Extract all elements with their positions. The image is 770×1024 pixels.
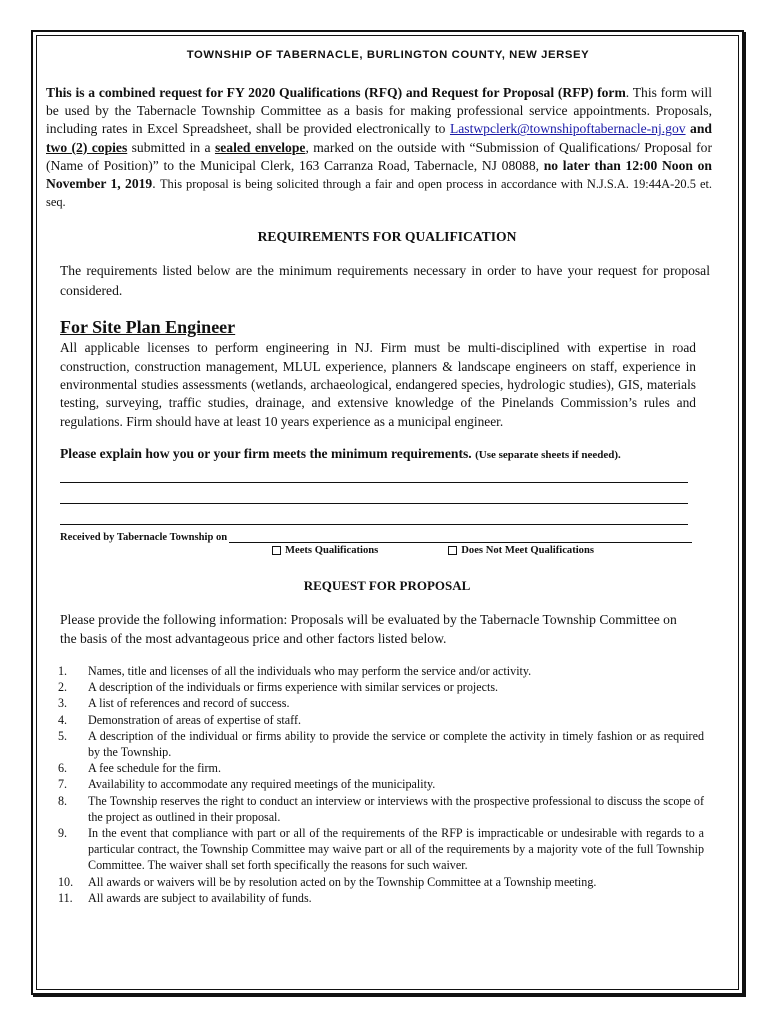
list-item-text: A description of the individuals or firms experience with similar services or projects. <box>88 680 499 695</box>
rfp-text: Please provide the following information: Proposals will be evaluated by the Tabernacle Township Committee on the basis of the most advantageous price and other factors listed below. <box>60 611 677 646</box>
explain-prompt <box>60 446 712 462</box>
list-item-number: 7. <box>58 777 68 792</box>
qualification-checks <box>272 545 712 556</box>
list-item-number: 1. <box>58 663 68 678</box>
document-header: TOWNSHIP OF TABERNACLE, BURLINGTON COUNTY, NEW JERSEY <box>186 49 590 61</box>
list-item-number: 8. <box>58 793 68 808</box>
requirements-text: The requirements listed below are the minimum requirements necessary in order to have your request for proposal considered. <box>60 263 710 298</box>
list-item <box>58 712 704 728</box>
list-item-text: A fee schedule for the firm. <box>88 761 221 776</box>
received-row <box>60 531 692 543</box>
list-item <box>58 728 704 760</box>
does-not-meet-checkbox[interactable] <box>448 546 457 555</box>
intro-text-2: submitted in a <box>127 139 215 155</box>
list-item-text: A list of references and record of success. <box>88 696 290 711</box>
explain-prompt-text: Please explain how you or your firm meets the minimum requirements. <box>60 445 472 461</box>
list-item-text: Names, title and licenses of all the individuals who may perform the service and/or activity. <box>88 663 532 678</box>
intro-sealed-envelope: sealed envelope <box>214 139 306 155</box>
list-item-number: 3. <box>58 696 68 711</box>
meets-qualifications-label: Meets Qualifications <box>285 544 379 556</box>
does-not-meet-label: Does Not Meet Qualifications <box>461 544 594 556</box>
meets-qualifications-checkbox[interactable] <box>272 546 281 555</box>
list-item-number: 9. <box>58 825 68 840</box>
list-item-number: 5. <box>58 728 68 743</box>
list-item <box>58 695 704 711</box>
list-item <box>58 663 704 679</box>
document-content <box>46 49 712 906</box>
intro-and: and <box>685 121 712 137</box>
list-item-text: A description of the individual or firms ability to provide the service or complete the activity in timely fashion or as required by the Township. <box>88 728 704 759</box>
list-item <box>58 760 704 776</box>
list-item <box>58 679 704 695</box>
list-item-text: Demonstration of areas of expertise of staff. <box>88 712 302 727</box>
list-item-text: All awards or waivers will be by resolution acted on by the Township Committee at a Township meeting. <box>88 874 597 889</box>
list-item-text: In the event that compliance with part or all of the requirements of the RFP is impracticable or undesirable with regards to a particular contract, the Township Committee may waive part or all of the requirements by a majority vote of the full Township Committee. The waiver shall set forth specifically the reasons for such waiver. <box>88 825 704 873</box>
received-date-field[interactable] <box>229 531 692 543</box>
intro-copies: two (2) copies <box>46 139 128 155</box>
list-item <box>58 776 704 792</box>
answer-line-1[interactable] <box>60 462 688 483</box>
meets-qualifications-option[interactable] <box>272 545 378 556</box>
intro-text-4: . <box>152 176 160 192</box>
role-title: For Site Plan Engineer <box>60 317 236 338</box>
list-item <box>58 825 704 874</box>
intro-solicited: This proposal is being solicited through a fair and open process in accordance with N.J.S.A. 19:44A-20.5 et. seq. <box>46 177 712 210</box>
does-not-meet-option[interactable] <box>448 545 594 556</box>
list-item <box>58 874 704 890</box>
list-item-number: 2. <box>58 680 68 695</box>
intro-paragraph <box>46 84 712 211</box>
received-label: Received by Tabernacle Township on <box>60 531 228 543</box>
list-item-number: 4. <box>58 712 68 727</box>
list-item-text: All awards are subject to availability of funds. <box>88 890 312 905</box>
clerk-email-link[interactable]: Lastwpclerk@townshipoftabernacle-nj.gov <box>449 121 686 137</box>
list-item <box>58 890 704 906</box>
list-item <box>58 793 704 825</box>
intro-text-1: This form will be used by the Tabernacle Township Committee as a basis for making professional service appointments. Proposals, including rates in Excel Spreadsheet, shall be provided electronically to <box>46 85 712 137</box>
intro-lead-end: . <box>625 85 630 100</box>
intro-text-3: , marked on the outside with “Submission of Qualifications/ Proposal for (Name of Position)” to the Municipal Clerk, 163 Carranza Road, Tabernacle, NJ 08088, <box>46 139 713 173</box>
list-item-text: Availability to accommodate any required meetings of the municipality. <box>88 777 436 792</box>
intro-lead: This is a combined request for FY 2020 Qualifications (RFQ) and Request for Proposal (RFP) form <box>46 85 626 100</box>
intro-deadline: no later than 12:00 Noon on November 1, 2019 <box>46 157 712 192</box>
list-item-number: 10. <box>58 874 74 889</box>
answer-line-2[interactable] <box>60 483 688 504</box>
rfp-items-list <box>58 663 704 906</box>
rfp-title: REQUEST FOR PROPOSAL <box>303 577 471 593</box>
list-item-text: The Township reserves the right to conduct an interview or interviews with the prospective professional to discuss the scope of the project as outlined in their proposal. <box>88 793 704 824</box>
list-item-number: 6. <box>58 761 68 776</box>
requirements-title: REQUIREMENTS FOR QUALIFICATION <box>257 229 517 245</box>
list-item-number: 11. <box>58 890 73 905</box>
answer-line-3[interactable] <box>60 504 688 525</box>
explain-note: (Use separate sheets if needed). <box>475 448 621 461</box>
role-requirements: All applicable licenses to perform engineering in NJ. Firm must be multi-disciplined with expertise in road construction, construction management, MLUL experience, planners & landscape engineers on staff, experience in environmental studies assessments (wetlands, archaeological, endangered species, hydrologic studies), GIS, materials testing, surveying, traffic studies, drainage, and extensive knowledge of the Pinelands Commission’s rules and regulations. Firm should have at least 10 years experience as a municipal engineer. <box>60 340 696 429</box>
